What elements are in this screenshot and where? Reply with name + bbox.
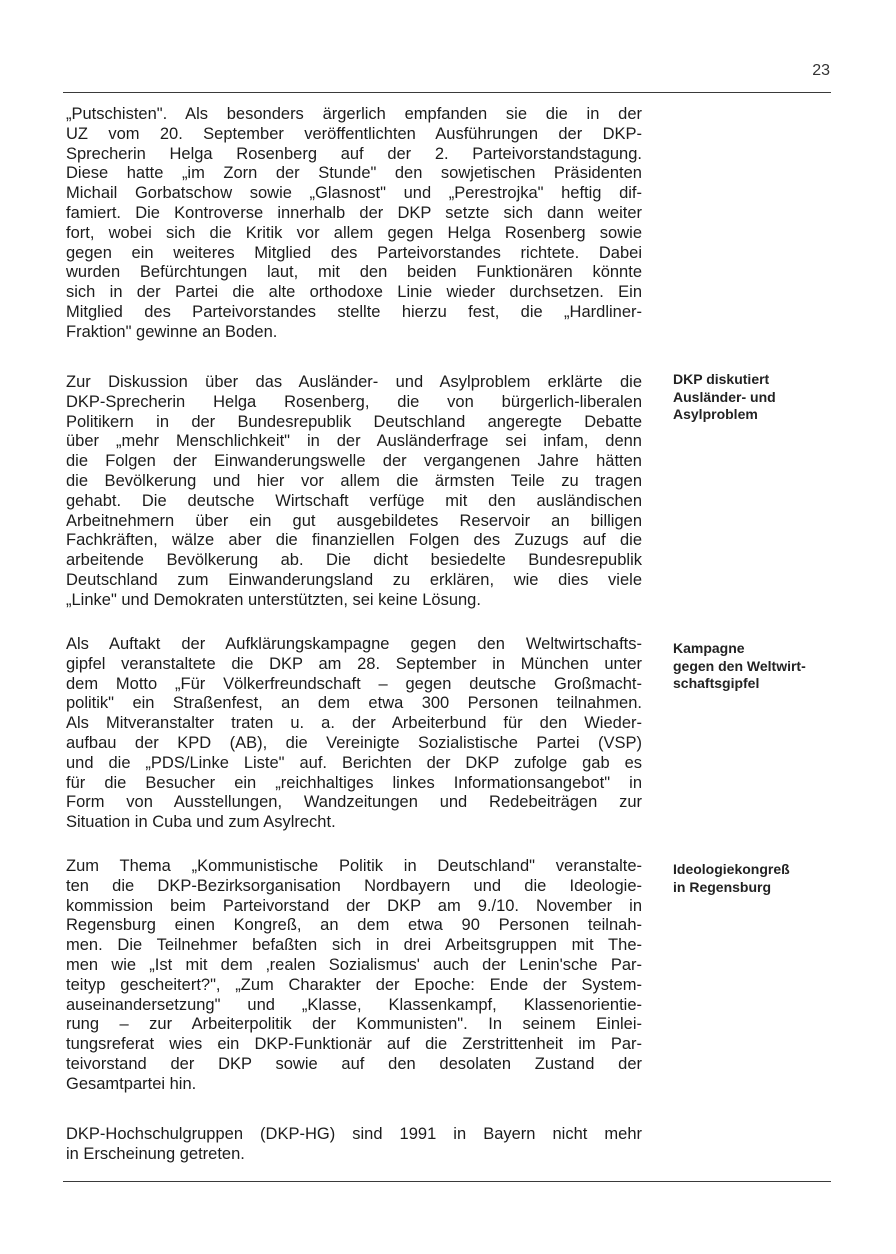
header-rule (63, 92, 831, 93)
text-line: ten die DKP-Bezirksorganisation Nordbayern und die Ideologie- (66, 876, 642, 895)
page-number: 23 (812, 62, 830, 79)
text-line: men wie „Ist mit dem ‚realen Sozialismus' auch der Lenin'sche Par- (66, 955, 642, 974)
text-line: für die Besucher ein „reichhaltiges linkes Informationsangebot" in (66, 773, 642, 792)
text-line: teivorstand der DKP sowie auf den desolaten Zustand der (66, 1054, 642, 1073)
text-line: DKP-Sprecherin Helga Rosenberg, die von bürgerlich-liberalen (66, 392, 642, 411)
text-line: über „mehr Menschlichkeit" in der Ausländerfrage sei infam, denn (66, 432, 642, 451)
text-line: Michail Gorbatschow sowie „Glasnost" und „Perestrojka" heftig dif- (66, 184, 642, 203)
margin-note-asylum (673, 371, 833, 424)
text-line: die Bevölkerung und hier vor allem die ärmsten Teile zu tragen (66, 471, 642, 490)
paragraph-rosenberg-controversy (66, 105, 642, 343)
text-line: Arbeitnehmern über ein gut ausgebildetes Reservoir an billigen (66, 511, 642, 530)
margin-note-line: DKP diskutiert (673, 371, 770, 387)
margin-note-congress (673, 861, 833, 896)
text-line: Zum Thema „Kommunistische Politik in Deutschland" veranstalte- (66, 857, 642, 875)
margin-note-campaign (673, 640, 833, 693)
text-line: kommission beim Parteivorstand der DKP am 9./10. November in (66, 896, 642, 915)
text-line: Fraktion" gewinne an Boden. (66, 322, 278, 341)
text-line: Fachkräften, wälze aber die finanziellen Folgen des Zuzugs auf die (66, 531, 642, 550)
text-line: DKP-Hochschulgruppen (DKP-HG) sind 1991 in Bayern nicht mehr (66, 1125, 642, 1143)
footer-rule (63, 1181, 831, 1182)
margin-note-line: schaftsgipfel (673, 675, 760, 691)
text-line: Mitglied des Parteivorstandes stellte hierzu fest, die „Hardliner- (66, 302, 642, 321)
text-line: Diese hatte „im Zorn der Stunde" den sowjetischen Präsidenten (66, 164, 642, 183)
text-line: dem Motto „Für Völkerfreundschaft – gegen deutsche Großmacht- (66, 674, 642, 693)
text-line: Als Auftakt der Aufklärungskampagne gegen den Weltwirtschafts- (66, 635, 642, 653)
text-line: „Linke" und Demokraten unterstützten, sei keine Lösung. (66, 590, 481, 609)
text-line: men. Die Teilnehmer befaßten sich in drei Arbeitsgruppen mit The- (66, 936, 642, 955)
text-line: politik" ein Straßenfest, an dem etwa 300 Personen teilnahmen. (66, 694, 642, 713)
text-line: teityp gescheitert?", „Zum Charakter der Epoche: Ende der System- (66, 975, 642, 994)
text-line: fort, wobei sich die Kritik vor allem gegen Helga Rosenberg sowie (66, 223, 642, 242)
text-line: Politikern in der Bundesrepublik Deutschland angeregte Debatte (66, 412, 642, 431)
text-line: „Putschisten". Als besonders ärgerlich empfanden sie die in der (66, 105, 642, 123)
text-line: sich in der Partei die alte orthodoxe Linie wieder durchsetzen. Ein (66, 283, 642, 302)
paragraph-university-groups (66, 1125, 642, 1165)
text-line: Als Mitveranstalter traten u. a. der Arbeiterbund für den Wieder- (66, 714, 642, 733)
text-line: rung – zur Arbeiterpolitik der Kommunisten". In seinem Einlei- (66, 1015, 642, 1034)
text-line: Situation in Cuba und zum Asylrecht. (66, 813, 336, 832)
text-line: Regensburg einen Kongreß, an dem etwa 90 Personen teilnah- (66, 916, 642, 935)
margin-note-line: Asylproblem (673, 406, 758, 422)
margin-note-line: gegen den Weltwirt- (673, 657, 806, 674)
paragraph-summit-campaign (66, 635, 642, 833)
margin-note-line: in Regensburg (673, 878, 772, 895)
text-line: und die „PDS/Linke Liste" auf. Berichten der DKP zufolge gab es (66, 753, 642, 772)
text-line: Gesamtpartei hin. (66, 1074, 197, 1093)
paragraph-asylum-debate (66, 373, 642, 611)
text-line: famiert. Die Kontroverse innerhalb der DKP setzte sich dann weiter (66, 203, 642, 222)
margin-note-line: Kampagne (673, 640, 745, 656)
text-line: Deutschland zum Einwanderungsland zu erklären, wie dies viele (66, 570, 642, 589)
text-line: in Erscheinung getreten. (66, 1144, 245, 1163)
text-line: aufbau der KPD (AB), die Vereinigte Sozialistische Partei (VSP) (66, 733, 642, 752)
text-line: Form von Ausstellungen, Wandzeitungen und Redebeiträgen zur (66, 793, 642, 812)
text-line: Sprecherin Helga Rosenberg auf der 2. Parteivorstandstagung. (66, 144, 642, 163)
text-line: Zur Diskussion über das Ausländer- und Asylproblem erklärte die (66, 373, 642, 391)
paragraph-ideology-congress (66, 857, 642, 1095)
text-line: wurden Befürchtungen laut, mit den beiden Funktionären könnte (66, 263, 642, 282)
text-line: gehabt. Die deutsche Wirtschaft verfüge mit den ausländischen (66, 491, 642, 510)
text-line: die Folgen der Einwanderungswelle der vergangenen Jahre hätten (66, 452, 642, 471)
text-line: auseinandersetzung" und „Klasse, Klassenkampf, Klassenorientie- (66, 995, 642, 1014)
text-line: UZ vom 20. September veröffentlichten Ausführungen der DKP- (66, 124, 642, 143)
text-line: gipfel veranstaltete die DKP am 28. September in München unter (66, 654, 642, 673)
margin-note-line: Ausländer- und (673, 388, 776, 405)
margin-note-line: Ideologiekongreß (673, 861, 790, 877)
text-line: tungsreferat wies ein DKP-Funktionär auf die Zerstrittenheit im Par- (66, 1035, 642, 1054)
text-line: gegen ein weiteres Mitglied des Parteivorstandes richtete. Dabei (66, 243, 642, 262)
text-line: arbeitende Bevölkerung ab. Die dicht besiedelte Bundesrepublik (66, 551, 642, 570)
